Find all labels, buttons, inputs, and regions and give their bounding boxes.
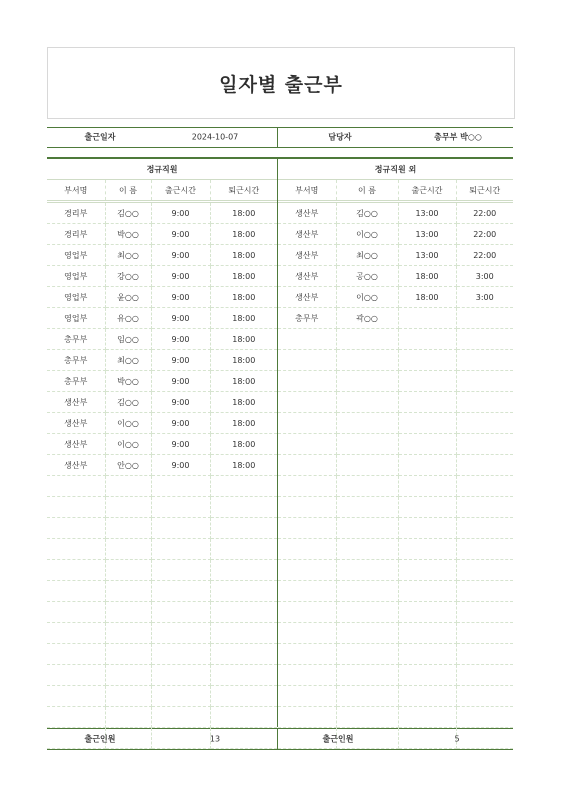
- table-row: [47, 392, 277, 413]
- cell-name: 윤○○: [105, 287, 151, 308]
- table-row: [47, 728, 277, 749]
- cell-out-time: 18:00: [210, 371, 277, 392]
- table-row: [47, 434, 277, 455]
- cell-out-time: 18:00: [210, 455, 277, 476]
- cell-name: 임○○: [105, 329, 151, 350]
- cell-out-time: 18:00: [210, 308, 277, 329]
- table-row: [278, 308, 513, 329]
- cell-in-time: 9:00: [151, 371, 210, 392]
- cell-out-time: 18:00: [210, 245, 277, 266]
- cell-name: [105, 518, 151, 539]
- cell-dept: [278, 518, 336, 539]
- table-row: [278, 329, 513, 350]
- cell-out-time: 18:00: [210, 329, 277, 350]
- cell-dept: 총무부: [47, 371, 105, 392]
- cell-in-time: 9:00: [151, 287, 210, 308]
- cell-out-time: [210, 539, 277, 560]
- cell-out-time: [456, 728, 513, 749]
- cell-name: [336, 686, 398, 707]
- cell-dept: [47, 707, 105, 728]
- cell-out-time: [456, 329, 513, 350]
- cell-out-time: [210, 665, 277, 686]
- cell-out-time: [456, 413, 513, 434]
- cell-name: [336, 623, 398, 644]
- table-row: [47, 202, 277, 224]
- cell-name: 박○○: [105, 371, 151, 392]
- cell-out-time: [210, 686, 277, 707]
- cell-in-time: [151, 539, 210, 560]
- cell-dept: [47, 560, 105, 581]
- cell-dept: 영업부: [47, 245, 105, 266]
- footer-bottom-border: [47, 749, 513, 750]
- regular-section-title: 정규직원: [47, 159, 277, 180]
- cell-dept: [278, 665, 336, 686]
- other-header-dept: 부서명: [278, 180, 336, 202]
- cell-name: [336, 392, 398, 413]
- cell-out-time: 18:00: [210, 287, 277, 308]
- cell-name: [336, 707, 398, 728]
- cell-out-time: [456, 686, 513, 707]
- cell-dept: 영업부: [47, 308, 105, 329]
- cell-name: [336, 581, 398, 602]
- cell-dept: [47, 497, 105, 518]
- cell-in-time: [398, 686, 456, 707]
- cell-in-time: [398, 581, 456, 602]
- cell-in-time: [398, 518, 456, 539]
- cell-name: [105, 581, 151, 602]
- table-row: [47, 518, 277, 539]
- table-row: [278, 623, 513, 644]
- table-row: [47, 245, 277, 266]
- cell-out-time: [210, 497, 277, 518]
- cell-out-time: [456, 518, 513, 539]
- table-row: [47, 308, 277, 329]
- cell-name: 이○○: [105, 413, 151, 434]
- date-value: 2024-10-07: [191, 132, 239, 142]
- cell-dept: 생산부: [278, 245, 336, 266]
- table-row: [278, 644, 513, 665]
- cell-name: [105, 539, 151, 560]
- cell-name: [105, 560, 151, 581]
- table-row: [47, 455, 277, 476]
- cell-in-time: [398, 413, 456, 434]
- cell-dept: 총무부: [278, 308, 336, 329]
- cell-out-time: [456, 455, 513, 476]
- cell-dept: [47, 665, 105, 686]
- cell-dept: 생산부: [47, 455, 105, 476]
- table-row: [278, 287, 513, 308]
- cell-dept: [278, 371, 336, 392]
- cell-in-time: 13:00: [398, 224, 456, 245]
- cell-dept: [278, 455, 336, 476]
- cell-out-time: [456, 560, 513, 581]
- cell-out-time: 22:00: [456, 202, 513, 224]
- date-label: 출근일자: [84, 132, 116, 142]
- cell-dept: 생산부: [47, 392, 105, 413]
- cell-out-time: 18:00: [210, 224, 277, 245]
- cell-out-time: 3:00: [456, 266, 513, 287]
- cell-dept: [278, 413, 336, 434]
- cell-in-time: [398, 497, 456, 518]
- table-row: [47, 350, 277, 371]
- table-row: [278, 476, 513, 497]
- table-row: [47, 266, 277, 287]
- cell-in-time: [151, 707, 210, 728]
- cell-dept: 생산부: [278, 224, 336, 245]
- cell-in-time: [398, 665, 456, 686]
- cell-name: [336, 371, 398, 392]
- cell-in-time: [398, 539, 456, 560]
- cell-name: 강○○: [105, 266, 151, 287]
- table-row: [278, 728, 513, 749]
- cell-in-time: [398, 350, 456, 371]
- table-row: [278, 686, 513, 707]
- other-header-name: 이 름: [336, 180, 398, 202]
- table-row: [278, 455, 513, 476]
- cell-name: [105, 497, 151, 518]
- cell-in-time: [398, 644, 456, 665]
- cell-name: [105, 707, 151, 728]
- cell-in-time: [398, 392, 456, 413]
- info-bottom-border: [47, 147, 513, 148]
- table-row: [278, 266, 513, 287]
- other-footer-value: 5: [454, 734, 460, 744]
- cell-dept: 생산부: [278, 287, 336, 308]
- cell-name: [336, 329, 398, 350]
- cell-out-time: [456, 665, 513, 686]
- table-row: [278, 350, 513, 371]
- cell-name: 공○○: [336, 266, 398, 287]
- cell-dept: [47, 581, 105, 602]
- cell-dept: [278, 686, 336, 707]
- cell-in-time: [151, 686, 210, 707]
- cell-dept: [278, 329, 336, 350]
- cell-in-time: 9:00: [151, 308, 210, 329]
- regular-header-in: 출근시간: [151, 180, 210, 202]
- cell-out-time: 18:00: [210, 202, 277, 224]
- cell-dept: 총무부: [47, 329, 105, 350]
- cell-name: 곽○○: [336, 308, 398, 329]
- cell-name: 이○○: [336, 224, 398, 245]
- cell-in-time: 9:00: [151, 224, 210, 245]
- table-row: [47, 329, 277, 350]
- cell-name: [336, 665, 398, 686]
- cell-dept: [47, 686, 105, 707]
- cell-out-time: [456, 392, 513, 413]
- cell-in-time: 9:00: [151, 245, 210, 266]
- cell-in-time: [398, 560, 456, 581]
- cell-name: 김○○: [336, 202, 398, 224]
- cell-out-time: [456, 707, 513, 728]
- table-row: [278, 392, 513, 413]
- cell-dept: [278, 644, 336, 665]
- cell-out-time: [456, 434, 513, 455]
- cell-out-time: [456, 644, 513, 665]
- cell-in-time: [151, 644, 210, 665]
- cell-in-time: [151, 602, 210, 623]
- cell-dept: [47, 518, 105, 539]
- cell-out-time: 18:00: [210, 413, 277, 434]
- table-row: [47, 371, 277, 392]
- table-row: [47, 560, 277, 581]
- cell-name: [336, 455, 398, 476]
- table-row: [47, 602, 277, 623]
- regular-footer-value: 13: [209, 734, 221, 744]
- cell-name: [336, 602, 398, 623]
- cell-in-time: 18:00: [398, 287, 456, 308]
- manager-value: 총무부 박○○: [434, 132, 482, 142]
- table-row: [278, 224, 513, 245]
- cell-in-time: [398, 371, 456, 392]
- cell-name: 최○○: [336, 245, 398, 266]
- table-row: [278, 539, 513, 560]
- cell-in-time: 9:00: [151, 266, 210, 287]
- cell-in-time: [398, 329, 456, 350]
- cell-out-time: 18:00: [210, 266, 277, 287]
- cell-dept: 생산부: [47, 413, 105, 434]
- cell-dept: 경리부: [47, 224, 105, 245]
- cell-in-time: 9:00: [151, 392, 210, 413]
- table-row: [278, 518, 513, 539]
- cell-in-time: [151, 623, 210, 644]
- cell-out-time: [456, 350, 513, 371]
- cell-in-time: [398, 623, 456, 644]
- info-divider: [277, 127, 278, 147]
- cell-dept: 영업부: [47, 287, 105, 308]
- cell-name: 이○○: [336, 287, 398, 308]
- cell-in-time: [151, 665, 210, 686]
- cell-out-time: [456, 581, 513, 602]
- cell-dept: [278, 707, 336, 728]
- cell-out-time: [456, 308, 513, 329]
- cell-in-time: 13:00: [398, 245, 456, 266]
- cell-name: [336, 497, 398, 518]
- cell-in-time: [151, 476, 210, 497]
- cell-out-time: [456, 476, 513, 497]
- cell-out-time: [210, 707, 277, 728]
- table-row: [278, 434, 513, 455]
- cell-dept: 영업부: [47, 266, 105, 287]
- cell-name: [336, 644, 398, 665]
- regular-header-out: 퇴근시간: [210, 180, 277, 202]
- table-row: [47, 476, 277, 497]
- cell-name: [336, 560, 398, 581]
- cell-name: [105, 623, 151, 644]
- cell-dept: 생산부: [278, 266, 336, 287]
- cell-out-time: [456, 371, 513, 392]
- cell-name: [105, 602, 151, 623]
- regular-header-dept: 부서명: [47, 180, 105, 202]
- cell-name: 김○○: [105, 202, 151, 224]
- cell-in-time: [151, 497, 210, 518]
- table-row: [278, 413, 513, 434]
- cell-in-time: [151, 518, 210, 539]
- regular-footer-label: 출근인원: [84, 734, 116, 744]
- cell-name: [336, 413, 398, 434]
- cell-dept: [47, 602, 105, 623]
- cell-in-time: 13:00: [398, 202, 456, 224]
- cell-name: 김○○: [105, 392, 151, 413]
- cell-in-time: [151, 728, 210, 749]
- cell-out-time: [210, 623, 277, 644]
- table-row: [47, 707, 277, 728]
- other-staff-table: [278, 159, 513, 749]
- cell-name: [336, 476, 398, 497]
- cell-in-time: 9:00: [151, 455, 210, 476]
- cell-dept: [278, 476, 336, 497]
- cell-in-time: [398, 728, 456, 749]
- cell-name: 최○○: [105, 245, 151, 266]
- cell-dept: 생산부: [278, 202, 336, 224]
- cell-out-time: [456, 497, 513, 518]
- cell-out-time: [210, 602, 277, 623]
- cell-out-time: 22:00: [456, 224, 513, 245]
- title-box: [47, 47, 515, 119]
- cell-dept: [278, 350, 336, 371]
- table-row: [278, 665, 513, 686]
- cell-dept: [278, 623, 336, 644]
- cell-name: [336, 434, 398, 455]
- other-footer-label: 출근인원: [322, 734, 354, 744]
- cell-in-time: 9:00: [151, 202, 210, 224]
- cell-out-time: 3:00: [456, 287, 513, 308]
- cell-in-time: [151, 560, 210, 581]
- cell-dept: [47, 623, 105, 644]
- cell-out-time: [456, 602, 513, 623]
- cell-name: 박○○: [105, 224, 151, 245]
- table-row: [47, 224, 277, 245]
- cell-name: 최○○: [105, 350, 151, 371]
- cell-out-time: 18:00: [210, 392, 277, 413]
- cell-name: [105, 644, 151, 665]
- cell-dept: 생산부: [47, 434, 105, 455]
- cell-dept: [278, 497, 336, 518]
- cell-dept: [47, 476, 105, 497]
- cell-out-time: [210, 644, 277, 665]
- table-row: [278, 602, 513, 623]
- cell-in-time: [398, 434, 456, 455]
- cell-name: [336, 539, 398, 560]
- table-row: [47, 413, 277, 434]
- cell-out-time: [210, 581, 277, 602]
- cell-dept: [278, 539, 336, 560]
- cell-out-time: 22:00: [456, 245, 513, 266]
- table-row: [47, 539, 277, 560]
- cell-out-time: [210, 518, 277, 539]
- cell-out-time: [210, 476, 277, 497]
- manager-label: 담당자: [328, 132, 352, 142]
- cell-in-time: [398, 602, 456, 623]
- page-title: 일자별 출근부: [219, 73, 343, 96]
- cell-name: 유○○: [105, 308, 151, 329]
- cell-dept: [47, 539, 105, 560]
- cell-name: 안○○: [105, 455, 151, 476]
- table-row: [278, 202, 513, 224]
- cell-dept: 경리부: [47, 202, 105, 224]
- table-row: [47, 287, 277, 308]
- cell-out-time: [210, 560, 277, 581]
- cell-in-time: 9:00: [151, 413, 210, 434]
- info-top-border: [47, 127, 513, 128]
- cell-out-time: 18:00: [210, 434, 277, 455]
- cell-dept: [47, 644, 105, 665]
- table-row: [47, 686, 277, 707]
- cell-name: [336, 350, 398, 371]
- cell-in-time: [151, 581, 210, 602]
- regular-staff-table: [47, 159, 277, 749]
- cell-in-time: [398, 455, 456, 476]
- cell-out-time: [456, 623, 513, 644]
- cell-in-time: 18:00: [398, 266, 456, 287]
- regular-header-name: 이 름: [105, 180, 151, 202]
- cell-in-time: 9:00: [151, 329, 210, 350]
- cell-in-time: [398, 308, 456, 329]
- cell-dept: 총무부: [47, 350, 105, 371]
- cell-dept: [278, 581, 336, 602]
- cell-name: [105, 665, 151, 686]
- other-section-title: 정규직원 외: [278, 159, 513, 180]
- cell-name: [105, 476, 151, 497]
- other-header-out: 퇴근시간: [456, 180, 513, 202]
- cell-in-time: 9:00: [151, 350, 210, 371]
- cell-dept: [278, 560, 336, 581]
- table-row: [47, 497, 277, 518]
- cell-name: 이○○: [105, 434, 151, 455]
- cell-name: [105, 686, 151, 707]
- cell-in-time: 9:00: [151, 434, 210, 455]
- cell-out-time: 18:00: [210, 350, 277, 371]
- other-header-in: 출근시간: [398, 180, 456, 202]
- table-row: [47, 581, 277, 602]
- cell-dept: [278, 434, 336, 455]
- table-row: [278, 707, 513, 728]
- cell-out-time: [456, 539, 513, 560]
- table-row: [47, 644, 277, 665]
- table-row: [278, 581, 513, 602]
- cell-dept: [278, 602, 336, 623]
- table-row: [47, 665, 277, 686]
- cell-dept: [278, 392, 336, 413]
- cell-in-time: [398, 476, 456, 497]
- table-row: [278, 560, 513, 581]
- table-row: [278, 245, 513, 266]
- table-row: [278, 371, 513, 392]
- cell-name: [336, 518, 398, 539]
- table-row: [278, 497, 513, 518]
- cell-in-time: [398, 707, 456, 728]
- table-row: [47, 623, 277, 644]
